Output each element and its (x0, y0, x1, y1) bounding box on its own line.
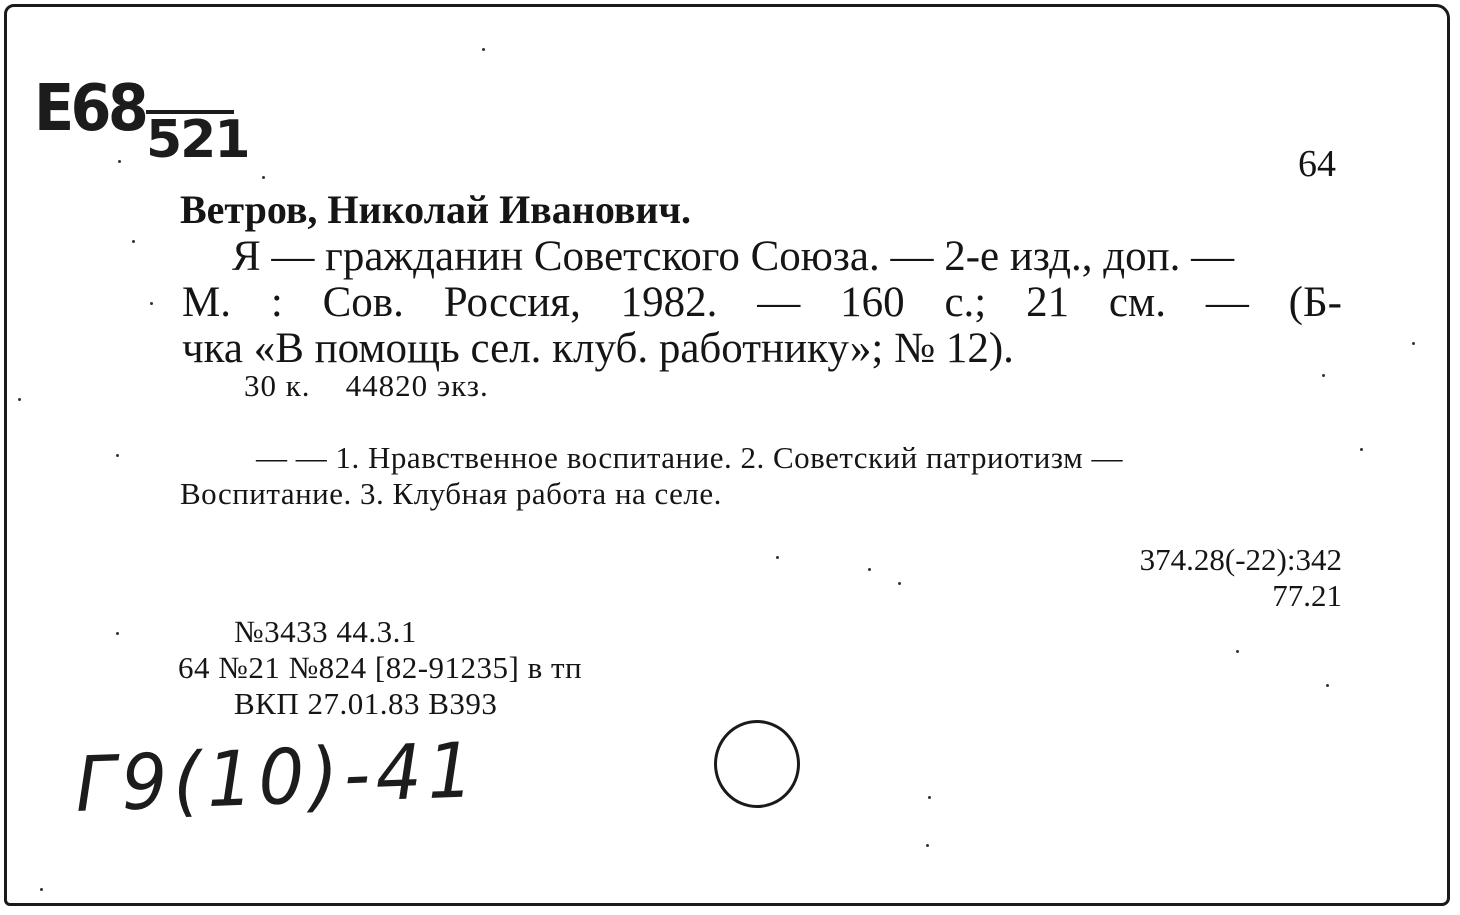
scan-speck (262, 176, 265, 179)
description-line-2: М. : Сов. Россия, 1982. — 160 с.; 21 см. — (Б- (182, 279, 1342, 326)
scan-speck (482, 48, 485, 51)
udc-code: 374.28(-22):342 (1139, 542, 1342, 577)
scan-speck (868, 568, 871, 571)
price-and-print-run (244, 368, 489, 404)
scan-speck (18, 398, 21, 401)
scan-speck (1360, 448, 1363, 451)
subjects-line-2: Воспитание. 3. Клубная работа на селе. (180, 476, 722, 511)
scan-speck (118, 160, 121, 163)
subjects-line-1: — — 1. Нравственное воспитание. 2. Советский патриотизм — (256, 440, 1123, 475)
scan-speck (928, 796, 931, 799)
scan-speck (150, 302, 153, 305)
scan-speck (1236, 650, 1239, 653)
scan-speck (116, 632, 119, 635)
meta-line-1: №3433 44.3.1 (234, 614, 417, 649)
call-number-denominator: 521 (146, 110, 249, 170)
bbk-code: 77.21 (1272, 578, 1342, 613)
call-number: Е68 (34, 72, 146, 146)
description-line-3: чка «В помощь сел. клуб. работнику»; № 12). (182, 325, 1014, 372)
meta-line-2: 64 №21 №824 [82-91235] в тп (178, 650, 583, 685)
print-run: 44820 экз. (345, 368, 489, 403)
scan-speck (132, 240, 135, 243)
scan-speck (1322, 374, 1325, 377)
scan-speck (776, 556, 779, 559)
punch-hole-circle (714, 720, 800, 808)
scan-speck (1412, 342, 1415, 345)
scan-speck (40, 888, 43, 891)
scan-speck (1326, 684, 1329, 687)
price: 30 к. (244, 368, 311, 403)
meta-line-3: ВКП 27.01.83 В393 (234, 686, 498, 721)
scan-speck (898, 582, 901, 585)
scan-speck (926, 844, 929, 847)
handwritten-shelf-note: Г9(10)-41 (74, 725, 481, 829)
description-line-1: Я — гражданин Советского Союза. — 2-е изд., доп. — (232, 233, 1235, 280)
author-heading: Ветров, Николай Иванович. (180, 187, 692, 232)
corner-number: 64 (1298, 143, 1336, 185)
scan-speck (116, 454, 119, 457)
